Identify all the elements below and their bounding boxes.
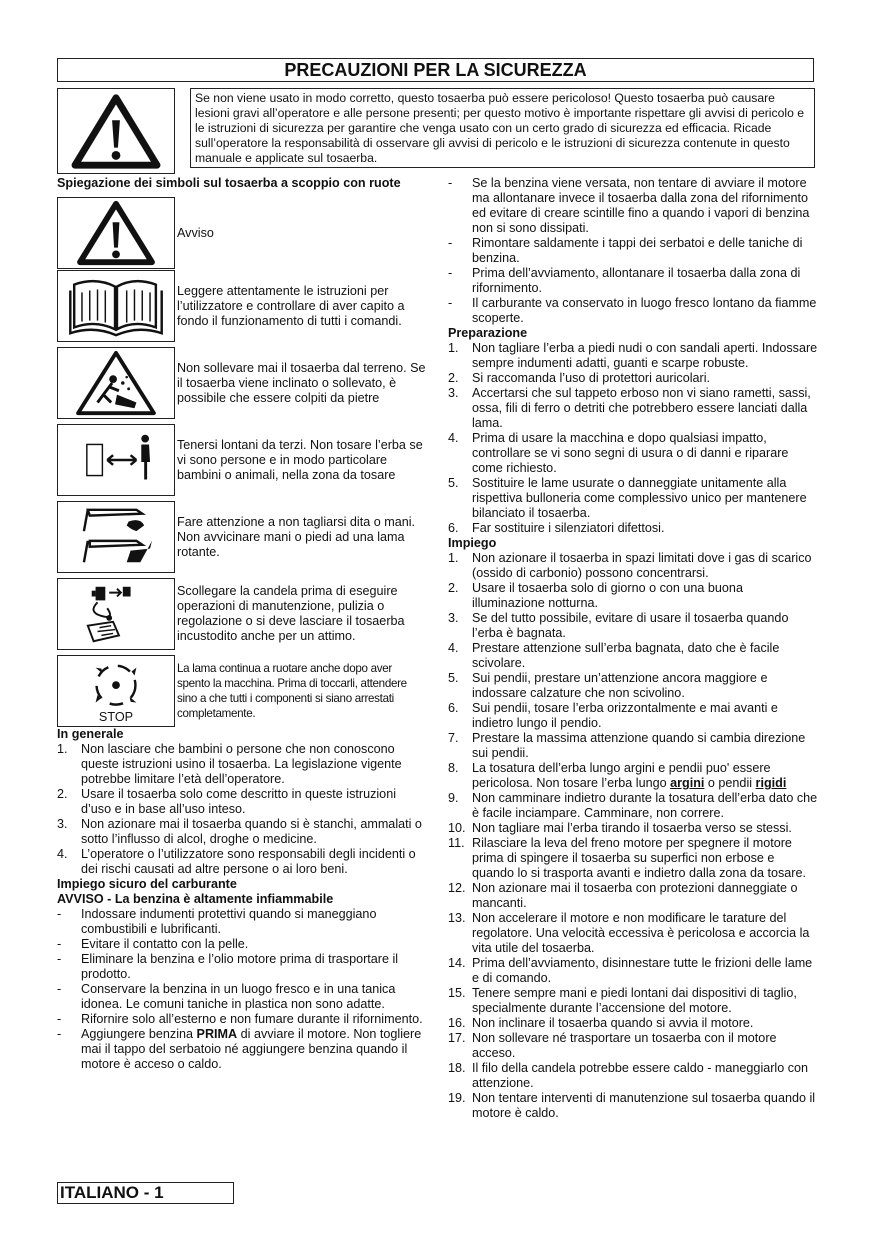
list-item: 8. La tosatura dell’erba lungo argini e pendii puo' essere pericolosa. Non tosare l’erba lungo argini o pendii rigidi bbox=[448, 761, 787, 790]
symbols-heading: Spiegazione dei simboli sul tosaerba a scoppio con ruote bbox=[57, 176, 401, 190]
list-item: 17. Non sollevare né trasportare un tosaerba con il motore acceso. bbox=[448, 1031, 777, 1060]
list-item: - Aggiungere benzina PRIMA di avviare il motore. Non togliere mai il tappo del serbatoio né aggiungere benzina quando il motore è acceso o caldo. bbox=[57, 1027, 422, 1071]
list-item: 10. Non tagliare mai l’erba tirando il tosaerba verso se stessi. bbox=[448, 821, 792, 835]
intro-text: Se non viene usato in modo corretto, questo tosaerba può essere pericoloso! Questo tosaerba può causare lesioni gravi all’operatore e alle persone presenti; per questo motivo è importante rispettare gli avvisi di pericolo e le istruzioni di sicurezza per garantire che venga usato con un certo grado di sicurezza ed efficacia. Ricade sull’operatore la responsabilità di osservare gli avvisi di pericolo e le istruzioni di sicurezza contenute in questo manuale e applicate sul tosaerba. bbox=[190, 88, 815, 168]
page-footer: ITALIANO - 1 bbox=[57, 1182, 234, 1204]
list-item: 12. Non azionare mai il tosaerba con protezioni danneggiate o mancanti. bbox=[448, 881, 798, 910]
fuel-list-continued bbox=[448, 176, 818, 326]
list-item: 5. Sostituire le lame usurate o danneggiate unitamente alla rispettiva bulloneria come complessivo unico per mantenere bilanciato il tosaerba. bbox=[448, 476, 807, 520]
list-item: 2. Si raccomanda l’uso di protettori auricolari. bbox=[448, 371, 710, 385]
list-item: 5. Sui pendii, prestare un’attenzione ancora maggiore e indossare calzature che non scivolino. bbox=[448, 671, 768, 700]
list-item: 1. Non tagliare l’erba a piedi nudi o con sandali aperti. Indossare sempre indumenti adatti, guanti e scarpe robuste. bbox=[448, 341, 818, 370]
list-item: 6. Sui pendii, tosare l’erba orizzontalmente e mai avanti e indietro lungo il pendio. bbox=[448, 701, 778, 730]
list-item: - Rimontare saldamente i tappi dei serbatoi e delle taniche di benzina. bbox=[448, 236, 803, 265]
fuel-heading: Impiego sicuro del carburante bbox=[57, 877, 237, 891]
preparation-list bbox=[448, 341, 818, 536]
general-list bbox=[57, 742, 429, 877]
symbol-text: Avviso bbox=[177, 225, 214, 240]
list-item: 3. Se del tutto possibile, evitare di usare il tosaerba quando l’erba è bagnata. bbox=[448, 611, 789, 640]
list-item: - Il carburante va conservato in luogo fresco lontano da fiamme scoperte. bbox=[448, 296, 817, 325]
symbol-text: Fare attenzione a non tagliarsi dita o mani. Non avvicinare mani o piedi ad una lama rotante. bbox=[177, 514, 416, 559]
symbol-text: Leggere attentamente le istruzioni per l’utilizzatore e controllare di aver capito a fondo il funzionamento di tutti i comandi. bbox=[177, 283, 405, 328]
list-item: - Rifornire solo all’esterno e non fumare durante il rifornimento. bbox=[57, 1012, 423, 1026]
right-column bbox=[448, 176, 818, 1121]
warning-triangle-icon bbox=[57, 88, 175, 174]
list-item: - Conservare la benzina in un luogo fresco e in una tanica idonea. Le comuni taniche in plastica non sono adatte. bbox=[57, 982, 396, 1011]
list-item: 1. Non lasciare che bambini o persone che non conoscono queste istruzioni usino il tosaerba. La legislazione vigente potrebbe limitare l’età dell’operatore. bbox=[57, 742, 402, 786]
symbol-text: Tenersi lontani da terzi. Non tosare l’erba se vi sono persone e in modo particolare bambini o animali, nella zona da tosare bbox=[177, 437, 423, 482]
list-item: 7. Prestare la massima attenzione quando si cambia direzione sui pendii. bbox=[448, 731, 806, 760]
list-item: 1. Non azionare il tosaerba in spazi limitati dove i gas di scarico (ossido di carbonio) possono concentrarsi. bbox=[448, 551, 812, 580]
list-item: 4. Prima di usare la macchina e dopo qualsiasi impatto, controllare se vi sono segni di usura o di danni e riparare come richiesto. bbox=[448, 431, 789, 475]
list-item: 4. Prestare attenzione sull’erba bagnata, dato che è facile scivolare. bbox=[448, 641, 780, 670]
list-item: 15. Tenere sempre mani e piedi lontani dai dispositivi di taglio, specialmente durante l’accensione del motore. bbox=[448, 986, 797, 1015]
warning-triangle-icon bbox=[57, 197, 175, 269]
list-item: 13. Non accelerare il motore e non modificare le tarature del regolatore. Una velocità eccessiva è pericolosa e accorcia la vita utile del tosaerba. bbox=[448, 911, 810, 955]
list-item: 3. Non azionare mai il tosaerba quando si è stanchi, ammalati o sotto l’influsso di alcol, droghe o medicine. bbox=[57, 817, 422, 846]
list-item: - Se la benzina viene versata, non tentare di avviare il motore ma allontanare invece il tosaerba dalla zona del rifornimento ed evitare di creare scintille fino a quando i vapori di benzina non si sono dissipati. bbox=[448, 176, 810, 235]
use-list bbox=[448, 551, 818, 1121]
list-item: 19. Non tentare interventi di manutenzione sul tosaerba quando il motore è caldo. bbox=[448, 1091, 816, 1120]
list-item: 11. Rilasciare la leva del freno motore per spegnere il motore prima di spingere il tosaerba su superfici non erbose e quando lo si trasporta avanti e indietro dalla zona da tosare. bbox=[448, 836, 806, 880]
preparation-heading: Preparazione bbox=[448, 326, 528, 340]
list-item: 3. Accertarsi che sul tappeto erboso non vi siano rametti, sassi, ossa, fili di ferro o detriti che potrebbero essere lanciati dalla lama. bbox=[448, 386, 811, 430]
list-item: 4. L’operatore o l’utilizzatore sono responsabili degli incidenti o dei rischi causati ad altre persone o ai loro beni. bbox=[57, 847, 416, 876]
symbol-row bbox=[57, 501, 429, 577]
blade-stop-icon bbox=[57, 655, 175, 727]
list-item: 6. Far sostituire i silenziatori difettosi. bbox=[448, 521, 665, 535]
disconnect-spark-plug-icon bbox=[57, 578, 175, 650]
list-item: 2. Usare il tosaerba solo di giorno o con una buona illuminazione notturna. bbox=[448, 581, 743, 610]
keep-distance-icon bbox=[57, 424, 175, 496]
list-item: - Evitare il contatto con la pelle. bbox=[57, 937, 249, 951]
flying-objects-icon bbox=[57, 347, 175, 419]
list-item: 16. Non inclinare il tosaerba quando si avvia il motore. bbox=[448, 1016, 754, 1030]
symbol-text: La lama continua a ruotare anche dopo aver spento la macchina. Prima di toccarli, attendere sino a che tutti i componenti si siano arrestati completamente. bbox=[177, 662, 407, 720]
list-item: 9. Non camminare indietro durante la tosatura dell’erba dato che è facile inciampare. Camminare, non correre. bbox=[448, 791, 818, 820]
list-item: - Indossare indumenti protettivi quando si maneggiano combustibili e lubrificanti. bbox=[57, 907, 377, 936]
symbol-text: Non sollevare mai il tosaerba dal terreno. Se il tosaerba viene inclinato o sollevato, è possibile che essere colpiti da pietre bbox=[177, 360, 426, 405]
list-item: - Eliminare la benzina e l’olio motore prima di trasportare il prodotto. bbox=[57, 952, 399, 981]
left-column bbox=[57, 176, 429, 1072]
symbol-row bbox=[57, 197, 429, 269]
symbol-row bbox=[57, 655, 429, 731]
symbol-row bbox=[57, 347, 429, 423]
symbol-text: Scollegare la candela prima di eseguire operazioni di manutenzione, pulizia o regolazione o si deve lasciare il tosaerba incustodito anche per un attimo. bbox=[177, 584, 405, 643]
symbol-row bbox=[57, 578, 429, 654]
list-item: 2. Usare il tosaerba solo come descritto in queste istruzioni d’uso e in base all’uso inteso. bbox=[57, 787, 396, 816]
fuel-warning: AVVISO - La benzina è altamente infiammabile bbox=[57, 892, 334, 906]
general-heading: In generale bbox=[57, 727, 124, 741]
symbol-row bbox=[57, 270, 429, 346]
stop-label: STOP bbox=[98, 710, 134, 725]
fuel-list bbox=[57, 907, 429, 1072]
page-title: PRECAUZIONI PER LA SICUREZZA bbox=[57, 58, 814, 82]
read-manual-icon bbox=[57, 270, 175, 342]
list-item: 18. Il filo della candela potrebbe essere caldo - maneggiarlo con attenzione. bbox=[448, 1061, 809, 1090]
list-item: 14. Prima dell’avviamento, disinnestare tutte le frizioni delle lame e di comando. bbox=[448, 956, 813, 985]
list-item: - Prima dell’avviamento, allontanare il tosaerba dalla zona di rifornimento. bbox=[448, 266, 801, 295]
symbol-row bbox=[57, 424, 429, 500]
use-heading: Impiego bbox=[448, 536, 497, 550]
blade-hand-foot-icon bbox=[57, 501, 175, 573]
